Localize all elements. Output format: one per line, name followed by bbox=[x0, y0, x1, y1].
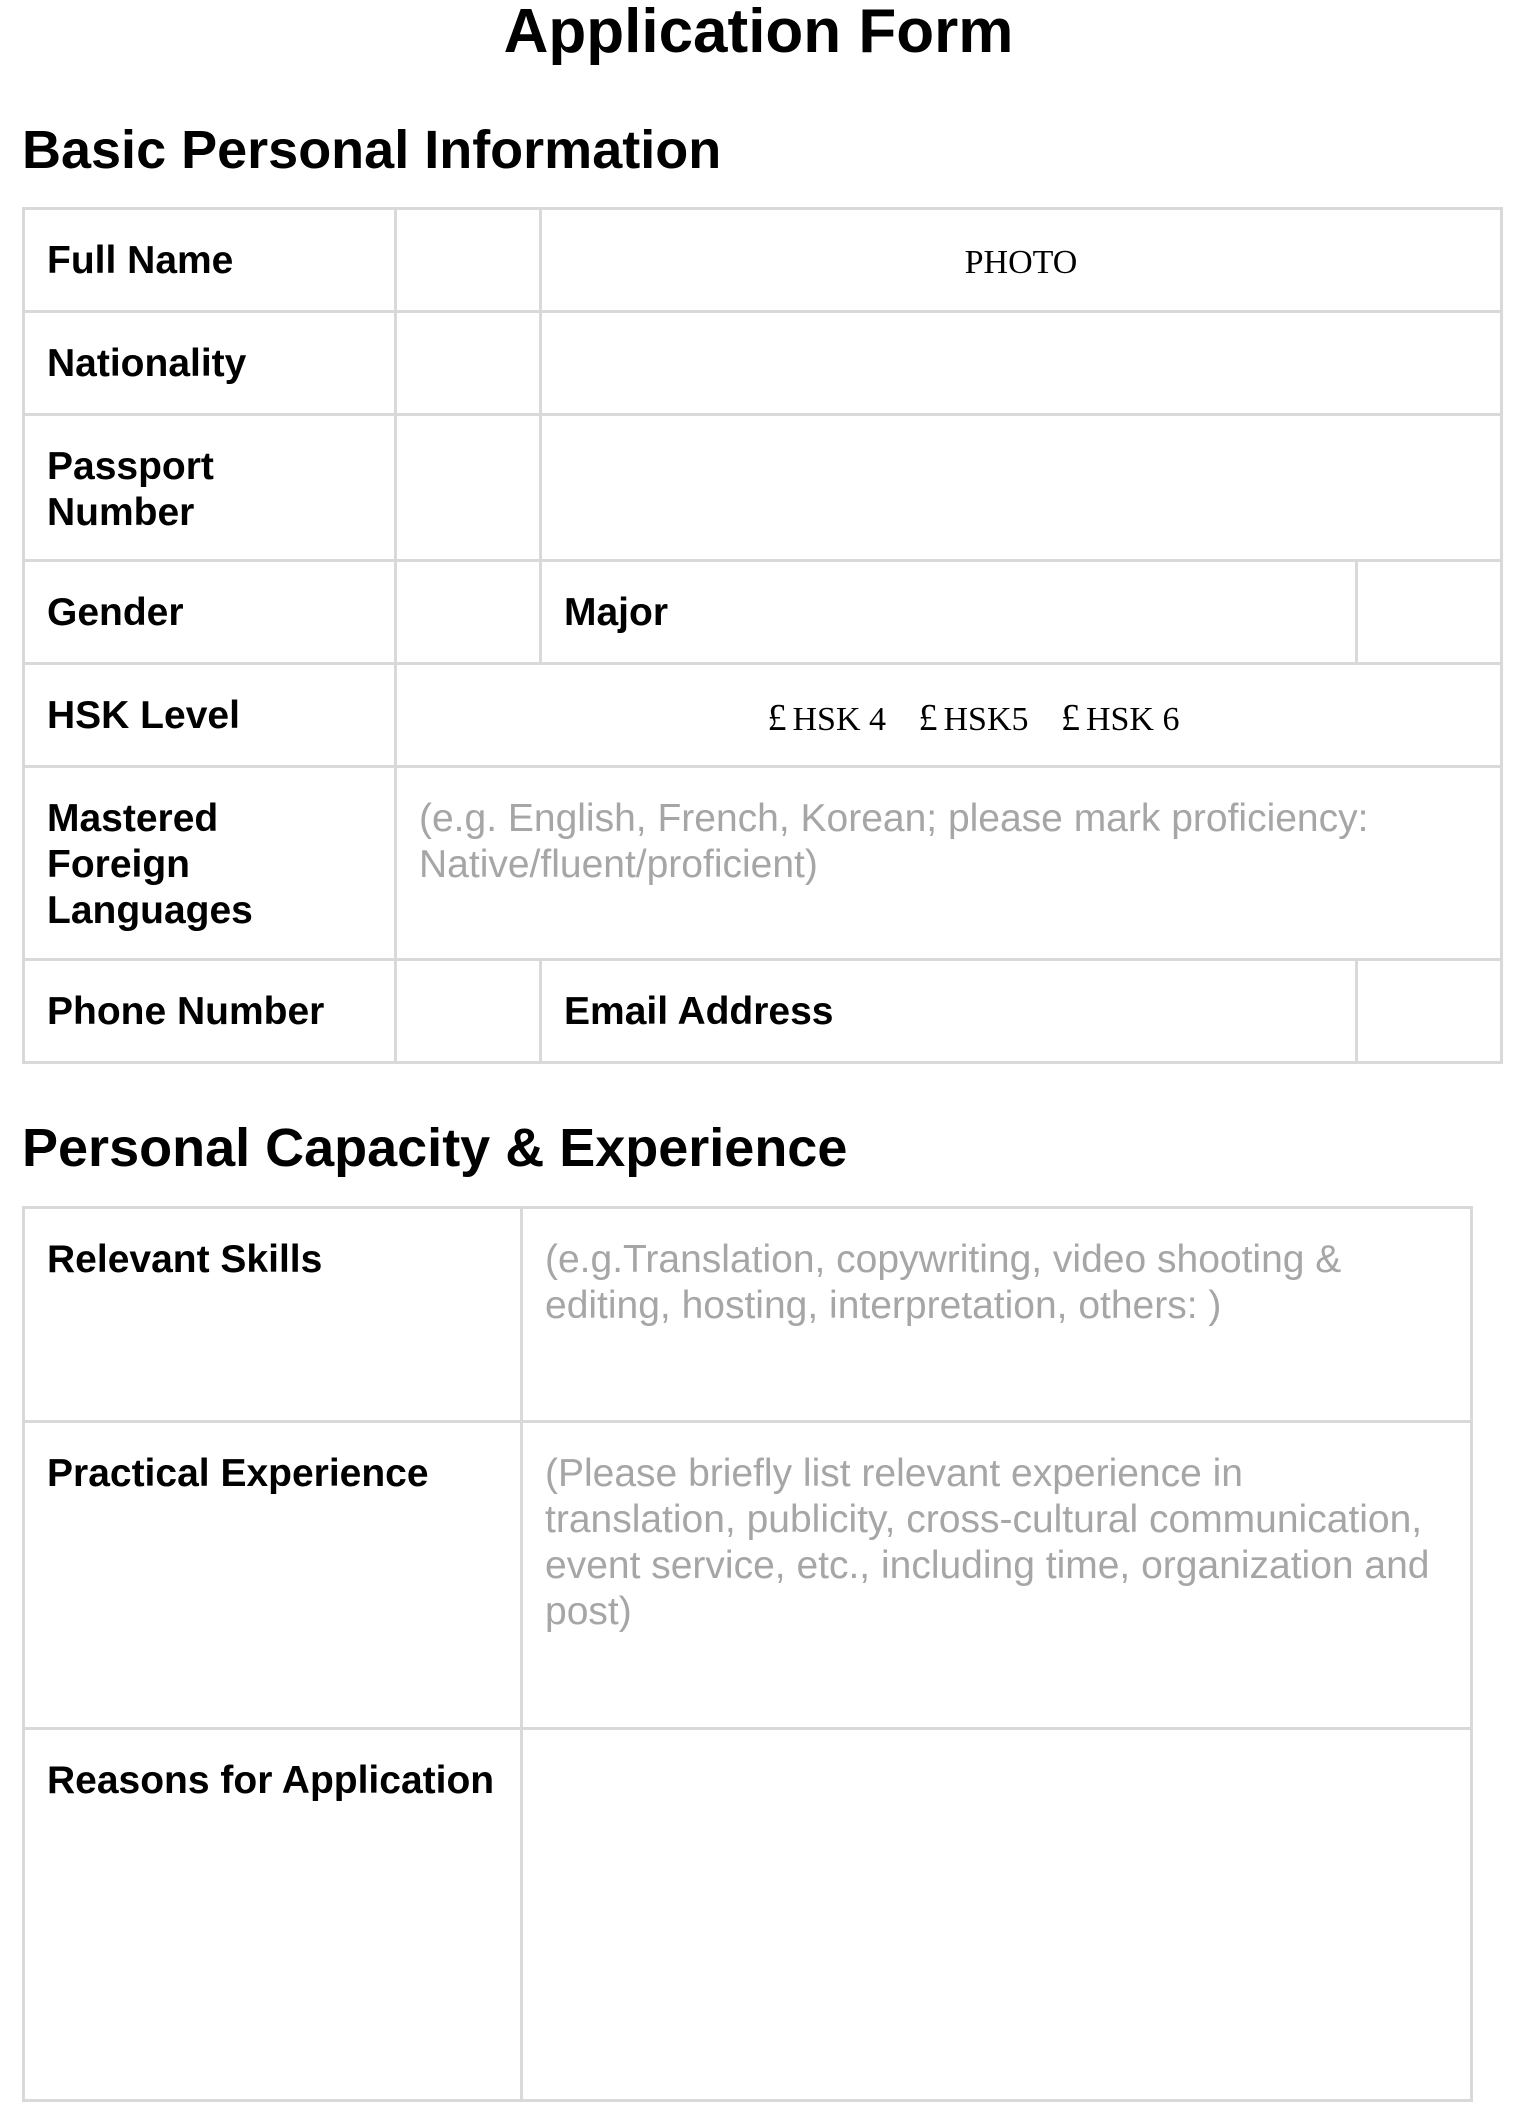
email-address-field[interactable] bbox=[1357, 960, 1502, 1063]
practical-experience-label: Practical Experience bbox=[24, 1422, 522, 1729]
major-label: Major bbox=[541, 561, 1357, 664]
passport-number-label bbox=[24, 415, 396, 561]
experience-hint-line-3: event service, etc., including time, organization and bbox=[545, 1544, 1430, 1587]
passport-number-field[interactable] bbox=[396, 415, 541, 561]
gender-field[interactable] bbox=[396, 561, 541, 664]
row-languages bbox=[24, 767, 1502, 960]
gender-label: Gender bbox=[24, 561, 396, 664]
photo-area-continued-2 bbox=[541, 415, 1502, 561]
nationality-label: Nationality bbox=[24, 312, 396, 415]
row-experience bbox=[24, 1422, 1472, 1729]
hsk-level-label: HSK Level bbox=[24, 664, 396, 767]
photo-label: PHOTO bbox=[964, 244, 1078, 281]
row-gender-major bbox=[24, 561, 1502, 664]
photo-area-continued bbox=[541, 312, 1502, 415]
relevant-skills-field[interactable] bbox=[522, 1208, 1472, 1422]
languages-label-line-1: Mastered bbox=[47, 797, 219, 840]
row-skills bbox=[24, 1208, 1472, 1422]
reasons-for-application-field[interactable] bbox=[522, 1729, 1472, 2101]
hsk-option-label: HSK 6 bbox=[1085, 701, 1180, 738]
relevant-skills-label: Relevant Skills bbox=[24, 1208, 522, 1422]
languages-hint-line-2: Native/fluent/proficient) bbox=[419, 843, 818, 886]
row-phone-email bbox=[24, 960, 1502, 1063]
passport-label-line-2: Number bbox=[47, 491, 195, 534]
row-hsk bbox=[24, 664, 1502, 767]
languages-label-line-2: Foreign bbox=[47, 843, 190, 886]
row-passport bbox=[24, 415, 1502, 561]
capacity-table bbox=[22, 1206, 1473, 2102]
practical-experience-field[interactable] bbox=[522, 1422, 1472, 1729]
foreign-languages-label bbox=[24, 767, 396, 960]
hsk-6-option[interactable] bbox=[1061, 695, 1180, 743]
checkbox-icon[interactable]: £ bbox=[767, 697, 787, 739]
hsk-5-option[interactable] bbox=[918, 695, 1028, 743]
skills-hint-line-1: (e.g.Translation, copywriting, video shooting & bbox=[545, 1238, 1342, 1281]
hsk-option-label: HSK5 bbox=[943, 701, 1029, 738]
experience-hint-line-1: (Please briefly list relevant experience in bbox=[545, 1452, 1244, 1495]
hsk-4-option[interactable] bbox=[768, 695, 887, 743]
languages-hint-line-1: (e.g. English, French, Korean; please mark proficiency: bbox=[419, 797, 1369, 840]
reasons-for-application-label: Reasons for Application bbox=[24, 1729, 522, 2101]
experience-hint-line-2: translation, publicity, cross-cultural communication, bbox=[545, 1498, 1423, 1541]
row-full-name bbox=[24, 209, 1502, 312]
phone-number-label: Phone Number bbox=[24, 960, 396, 1063]
phone-number-field[interactable] bbox=[396, 960, 541, 1063]
hsk-options bbox=[396, 664, 1502, 767]
section-heading-basic-info: Basic Personal Information bbox=[22, 120, 722, 180]
experience-hint-line-4: post) bbox=[545, 1590, 632, 1633]
hsk-option-label: HSK 4 bbox=[792, 701, 887, 738]
major-field[interactable] bbox=[1357, 561, 1502, 664]
nationality-field[interactable] bbox=[396, 312, 541, 415]
row-nationality bbox=[24, 312, 1502, 415]
row-reasons bbox=[24, 1729, 1472, 2101]
skills-hint-line-2: editing, hosting, interpretation, others: ) bbox=[545, 1284, 1222, 1327]
full-name-label: Full Name bbox=[24, 209, 396, 312]
checkbox-icon[interactable]: £ bbox=[918, 697, 938, 739]
foreign-languages-field[interactable] bbox=[396, 767, 1502, 960]
languages-label-line-3: Languages bbox=[47, 889, 253, 932]
passport-label-line-1: Passport bbox=[47, 445, 214, 488]
full-name-field[interactable] bbox=[396, 209, 541, 312]
basic-info-table bbox=[22, 207, 1503, 1064]
checkbox-icon[interactable]: £ bbox=[1060, 697, 1080, 739]
section-heading-capacity: Personal Capacity & Experience bbox=[22, 1118, 848, 1178]
photo-area[interactable] bbox=[541, 209, 1502, 312]
form-title: Application Form bbox=[503, 0, 1014, 66]
email-address-label: Email Address bbox=[541, 960, 1357, 1063]
